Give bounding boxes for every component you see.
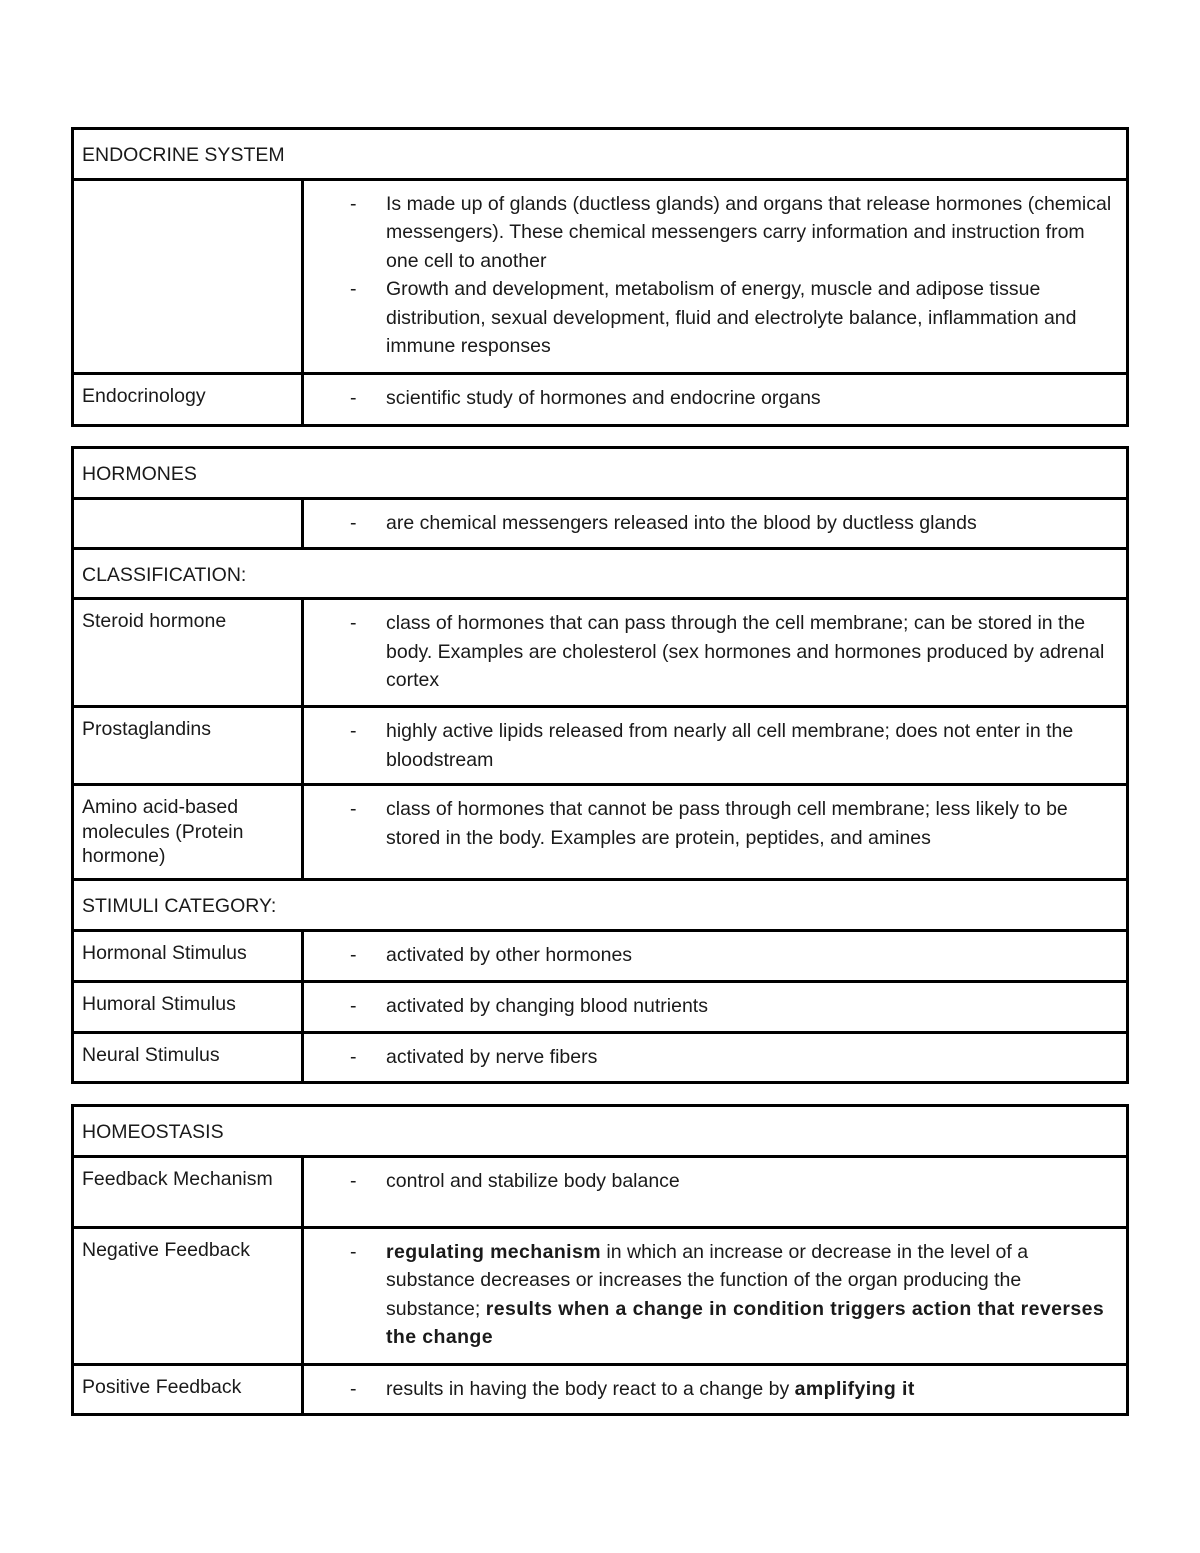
feedback-desc-text: control and stabilize body balance (386, 1169, 680, 1192)
steroid-desc-text: class of hormones that can pass through the cell membrane; can be stored in the body. Examples are cholesterol (sex hormones and hormones produced by adrenal cortex (386, 612, 1105, 691)
neural-label: Neural Stimulus (73, 1032, 303, 1082)
negative-desc (303, 1227, 1128, 1364)
endocrinology-desc (303, 373, 1128, 425)
hormones-intro-text: are chemical messengers released into the blood by ductless glands (386, 511, 977, 534)
feedback-label: Feedback Mechanism (73, 1156, 303, 1227)
steroid-desc (303, 599, 1128, 707)
homeostasis-table (71, 1104, 1129, 1416)
prostaglandins-desc (303, 707, 1128, 785)
bullet-dash: - (350, 386, 357, 409)
positive-label: Positive Feedback (73, 1364, 303, 1414)
hormones-title: HORMONES (73, 448, 1128, 499)
amino-desc (303, 785, 1128, 880)
endocrine-system-table (71, 127, 1129, 427)
bullet-dash: - (350, 612, 357, 634)
hormones-intro-desc (303, 498, 1128, 548)
hormonal-label: Hormonal Stimulus (73, 930, 303, 981)
negative-label: Negative Feedback (73, 1227, 303, 1364)
homeostasis-title: HOMEOSTASIS (73, 1106, 1128, 1157)
steroid-label: Steroid hormone (73, 599, 303, 707)
negative-desc-text (386, 1238, 1116, 1352)
negative-bold-2: results when a change in condition triggers action that reverses the change (386, 1297, 1105, 1348)
neural-desc-text: activated by nerve fibers (386, 1045, 598, 1068)
bullet-dash: - (350, 511, 357, 534)
feedback-desc (303, 1156, 1128, 1227)
bullet-dash: - (350, 1045, 357, 1068)
bullet-dash: - (350, 192, 357, 215)
classification-title: CLASSIFICATION: (73, 548, 1128, 599)
bullet-dash: - (350, 1377, 357, 1400)
bullet-dash: - (350, 278, 357, 300)
humoral-desc-text: activated by changing blood nutrients (386, 994, 708, 1017)
bullet-dash: - (350, 994, 357, 1017)
stimuli-title: STIMULI CATEGORY: (73, 880, 1128, 931)
bullet-dash: - (350, 943, 357, 966)
endocrine-title: ENDOCRINE SYSTEM (73, 129, 1128, 180)
hormonal-desc-text: activated by other hormones (386, 943, 633, 966)
list-item (304, 275, 1116, 361)
bullet-dash: - (350, 1169, 357, 1192)
endocrine-intro-desc (303, 179, 1128, 373)
endocrine-intro-item-1: Is made up of glands (ductless glands) and organs that release hormones (chemical messengers). These chemical messengers carry information and instruction from one cell to another (386, 192, 1112, 272)
amino-desc-text: class of hormones that cannot be pass through cell membrane; less likely to be stored in the body. Examples are protein, peptides, and amines (386, 798, 1068, 849)
prostaglandins-label: Prostaglandins (73, 707, 303, 785)
list-item (304, 190, 1116, 276)
endocrinology-label: Endocrinology (73, 373, 303, 425)
humoral-label: Humoral Stimulus (73, 981, 303, 1032)
positive-bold: amplifying it (794, 1377, 915, 1400)
bullet-dash: - (350, 798, 357, 820)
hormones-table (71, 446, 1129, 1084)
negative-text-1: in which an increase or decrease in the level of a substance decreases or increases the function of the organ producing the substance; (386, 1240, 1029, 1320)
hormones-intro-label (73, 498, 303, 548)
positive-desc (303, 1364, 1128, 1414)
positive-text: results in having the body react to a change by (386, 1377, 795, 1400)
bullet-dash: - (350, 1240, 357, 1263)
endocrine-intro-item-2: Growth and development, metabolism of energy, muscle and adipose tissue distribution, sexual development, fluid and electrolyte balance, inflammation and immune responses (386, 278, 1077, 357)
positive-desc-text (386, 1375, 1116, 1404)
prostaglandins-desc-text: highly active lipids released from nearly all cell membrane; does not enter in the bloodstream (386, 720, 1074, 771)
endocrine-intro-label (73, 179, 303, 373)
humoral-desc (303, 981, 1128, 1032)
neural-desc (303, 1032, 1128, 1082)
bullet-dash: - (350, 720, 357, 742)
amino-label: Amino acid-based molecules (Protein hormone) (73, 785, 303, 880)
negative-bold-1: regulating mechanism (386, 1240, 601, 1263)
hormonal-desc (303, 930, 1128, 981)
endocrinology-desc-text: scientific study of hormones and endocrine organs (386, 386, 821, 409)
